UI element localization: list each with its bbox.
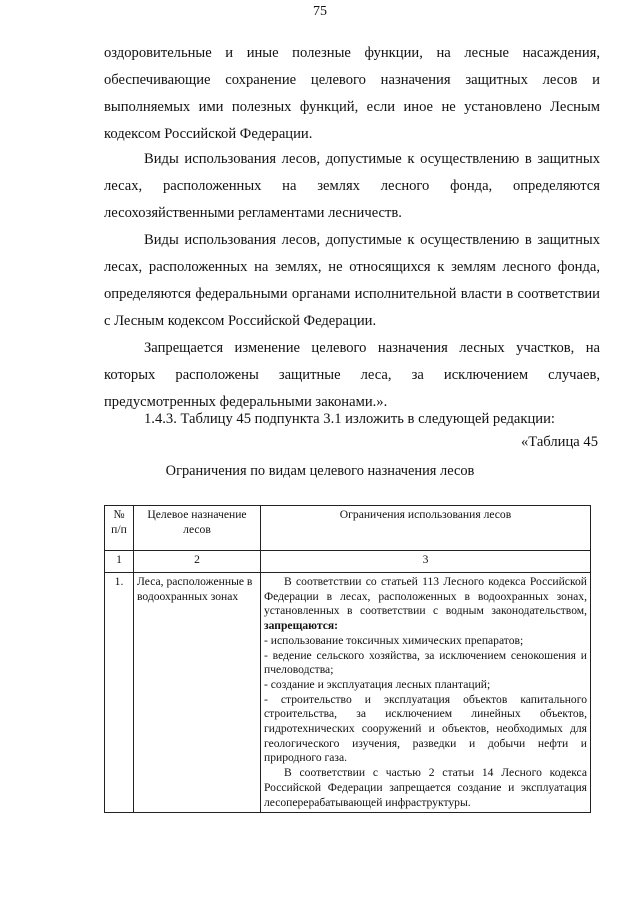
paragraph-amendment: [104, 406, 600, 433]
index-cell: 3: [261, 551, 591, 573]
header-purpose: Целевое назначение лесов: [134, 506, 261, 551]
header-number: № п/п: [105, 506, 134, 551]
table-title: Ограничения по видам целевого назначения лесов: [165, 463, 475, 479]
paragraph-text: оздоровительные и иные полезные функции, на лесные насаждения, обеспечивающие сохранение целевого назначения защитных лесов и выполняемых ими полезных функций, если иное не установлено Лесным кодексом Российской Федерации.: [104, 45, 600, 142]
paragraph-text: Виды использования лесов, допустимые к осуществлению в защитных лесах, расположенных на землях, не относящихся к землям лесного фонда, определяются федеральными органами исполнительной власти в соответствии с Лесным кодексом Российской Федерации.: [104, 232, 600, 329]
paragraph-continuation: [104, 40, 600, 148]
paragraph-forest-uses-nonfund: [104, 227, 600, 335]
row-number: 1.: [105, 573, 134, 813]
row-restrictions: [261, 573, 591, 813]
paragraph-text: Виды использования лесов, допустимые к осуществлению в защитных лесах, расположенных на землях лесного фонда, определяются лесохозяйственными регламентами лесничеств.: [104, 151, 600, 221]
table-header-row: [105, 506, 591, 551]
index-cell: 1: [105, 551, 134, 573]
restriction-outro: В соответствии с частью 2 статьи 14 Лесного кодекса Российской Федерации запрещается создание и эксплуатация лесоперерабатывающей инфраструктуры.: [264, 766, 587, 809]
table-row: [105, 573, 591, 813]
intro-bold-text: запрещаются:: [264, 619, 338, 633]
row-purpose: Леса, расположенные в водоохранных зонах: [134, 573, 261, 813]
restriction-item: - ведение сельского хозяйства, за исключением сенокошения и пчеловодства;: [264, 648, 587, 677]
restriction-item: - использование токсичных химических препаратов;: [264, 633, 524, 647]
index-cell: 2: [134, 551, 261, 573]
restriction-item: - создание и эксплуатация лесных плантаций;: [264, 677, 491, 691]
header-restrictions: Ограничения использования лесов: [261, 506, 591, 551]
restrictions-table: [104, 505, 591, 813]
paragraph-text: Запрещается изменение целевого назначения лесных участков, на которых расположены защитные леса, за исключением случаев, предусмотренных федеральными законами.».: [104, 340, 600, 410]
table-index-row: [105, 551, 591, 573]
page-number: 75: [313, 4, 327, 19]
restriction-intro: [264, 575, 587, 634]
paragraph-text: 1.4.3. Таблицу 45 подпункта 3.1 изложить в следующей редакции:: [144, 411, 555, 427]
intro-text: В соответствии со статьей 113 Лесного кодекса Российской Федерации в лесах, расположенных в водоохранных зонах, установленных в соответствии с водным законодательством,: [264, 575, 587, 618]
paragraph-forest-uses-fund: [104, 146, 600, 227]
table-reference: «Таблица 45: [520, 434, 598, 450]
restriction-item: - строительство и эксплуатация объектов капитального строительства, за исключением линейных объектов, гидротехнических сооружений и объектов, необходимых для геологического изучения, разведки и добычи нефти и природного газа.: [264, 692, 587, 765]
paragraph-prohibition: [104, 335, 600, 416]
